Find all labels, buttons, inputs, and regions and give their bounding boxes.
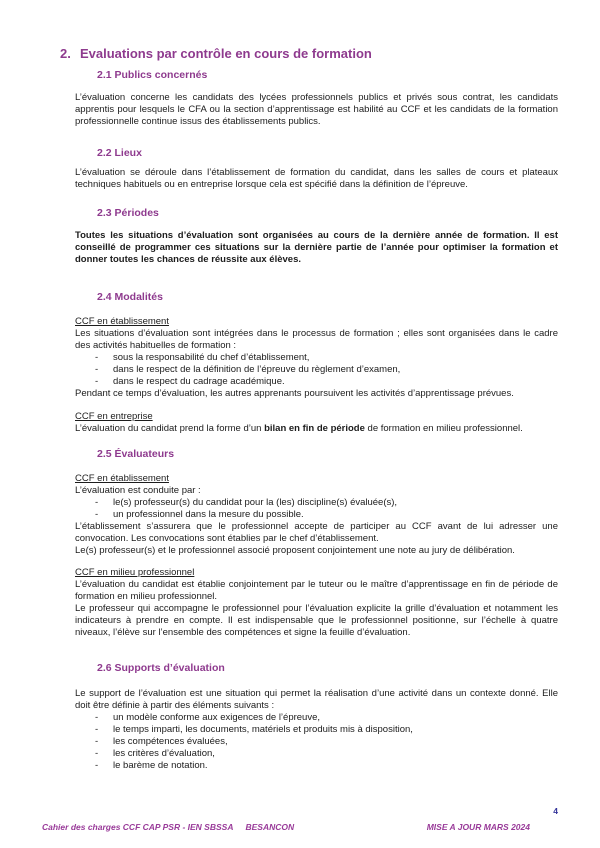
section-heading-2-5: 2.5 Évaluateurs (97, 448, 175, 460)
document-content (60, 0, 558, 772)
section-heading-2-2: 2.2 Lieux (97, 147, 142, 159)
bullet-dash-marker: - (95, 376, 99, 387)
paragraph-note-jury: Le(s) professeur(s) et le professionnel associé proposent conjointement une note au jury de délibération. (75, 545, 515, 556)
bullet-dash-marker: - (95, 497, 99, 508)
bullet-dash-marker: - (95, 736, 99, 747)
bullet-item (75, 712, 558, 724)
paragraph-entreprise-bold: bilan en fin de période (264, 423, 365, 434)
page-number: 4 (553, 806, 558, 816)
bullet-text: les compétences évaluées, (113, 736, 228, 747)
subsection-ccf-entreprise: CCF en entreprise (75, 411, 153, 422)
bullet-item (75, 364, 558, 376)
paragraph-evaluateurs-intro: L’évaluation est conduite par : (75, 485, 201, 496)
bullet-item (75, 724, 558, 736)
bullet-text: dans le respect du cadrage académique. (113, 376, 285, 387)
paragraph-lieux: L’évaluation se déroule dans l’établissement de formation du candidat, dans les salles de cours et plateaux techniques habituels ou en entreprise lorsque cela est spécifié dans la définition de l’épreuve. (75, 167, 558, 190)
subsection-ccf-etablissement: CCF en établissement (75, 316, 169, 327)
paragraph-periodes: Toutes les situations d’évaluation sont organisées au cours de la dernière année de formation. Il est conseillé de programmer ces situations sur la dernière partie de l’année pour optimiser la formation et donner toutes les chances de réussite aux élèves. (75, 230, 558, 265)
bullet-text: sous la responsabilité du chef d’établissement, (113, 352, 310, 363)
bullet-text: le(s) professeur(s) du candidat pour la (les) discipline(s) évaluée(s), (113, 497, 398, 508)
main-title-text: Evaluations par contrôle en cours de formation (80, 46, 372, 61)
paragraph-supports: Le support de l’évaluation est une situation qui permet la réalisation d’une activité dans un contexte donné. Elle doit être définie à partir des éléments suivants : (75, 688, 558, 711)
bullet-dash-marker: - (95, 748, 99, 759)
footer-left (42, 822, 294, 832)
bullet-dash-marker: - (95, 712, 99, 723)
bullet-text: les critères d’évaluation, (113, 748, 215, 759)
bullet-text: le temps imparti, les documents, matériels et produits mis à disposition, (113, 724, 413, 735)
paragraph-milieu-pro-1: L’évaluation du candidat est établie conjointement par le tuteur ou le maître d’apprentissage en fin de période de formation en milieu professionnel. (75, 579, 558, 602)
subsection-evaluateurs-etablissement: CCF en établissement (75, 473, 169, 484)
bullet-item (75, 509, 558, 521)
bullet-dash-marker: - (95, 352, 99, 363)
bullet-list-supports (75, 712, 558, 772)
bullet-text: un modèle conforme aux exigences de l’épreuve, (113, 712, 321, 723)
section-heading-2-4: 2.4 Modalités (97, 291, 163, 303)
bullet-item (75, 748, 558, 760)
section-heading-2-1: 2.1 Publics concernés (97, 69, 208, 81)
paragraph-modalites-outro: Pendant ce temps d’évaluation, les autres apprenants poursuivent les activités d’apprentissage prévues. (75, 388, 514, 399)
bullet-item (75, 736, 558, 748)
bullet-item (75, 760, 558, 772)
main-title-number: 2. (60, 46, 71, 61)
paragraph-modalites-intro: Les situations d’évaluation sont intégrées dans le processus de formation ; elles sont organisées dans le cadre des activités habituelles de formation : (75, 328, 558, 351)
subsection-ccf-milieu-professionnel: CCF en milieu professionnel (75, 567, 195, 578)
paragraph-entreprise (75, 423, 558, 435)
bullet-list-modalites (75, 352, 558, 388)
footer-right: MISE A JOUR MARS 2024 (426, 822, 530, 832)
bullet-item (75, 352, 558, 364)
paragraph-entreprise-pre: L’évaluation du candidat prend la forme d’un (75, 423, 265, 434)
section-heading-2-3: 2.3 Périodes (97, 207, 159, 219)
bullet-text: un professionnel dans la mesure du possible. (113, 509, 304, 520)
bullet-text: le barème de notation. (113, 760, 208, 771)
footer-left-city: BESANCON (245, 822, 295, 832)
footer-left-title: Cahier des charges CCF CAP PSR - IEN SBSSA (42, 822, 234, 832)
bullet-item (75, 376, 558, 388)
page-footer (42, 822, 558, 832)
paragraph-publics: L’évaluation concerne les candidats des lycées professionnels publics et privés sous contrat, les candidats apprentis pour lesquels le CFA ou la section d’apprentissage est habilité au CCF et les candidats de la formation professionnelle continue issus des établissements publics. (75, 92, 558, 127)
section-heading-2-6: 2.6 Supports d’évaluation (97, 662, 225, 674)
main-title (60, 46, 558, 61)
paragraph-entreprise-post: de formation en milieu professionnel. (364, 423, 523, 434)
bullet-dash-marker: - (95, 364, 99, 375)
bullet-text: dans le respect de la définition de l’épreuve du règlement d’examen, (113, 364, 401, 375)
paragraph-convocation: L’établissement s’assurera que le professionnel accepte de participer au CCF avant de lui adresser une convocation. Les convocations sont établies par le chef d’établissement. (75, 521, 558, 544)
bullet-dash-marker: - (95, 760, 99, 771)
paragraph-milieu-pro-2: Le professeur qui accompagne le professionnel pour l’évaluation explicite la grille d’évaluation et notamment les indicateurs à prendre en compte. Il est indispensable que le professionnel positionne, sur l’échelle à quatre niveaux, l’élève sur l’ensemble des compétences et signe la feuille d’évaluation. (75, 603, 558, 638)
bullet-list-evaluateurs (75, 497, 558, 521)
bullet-item (75, 497, 558, 509)
bullet-dash-marker: - (95, 509, 99, 520)
bullet-dash-marker: - (95, 724, 99, 735)
